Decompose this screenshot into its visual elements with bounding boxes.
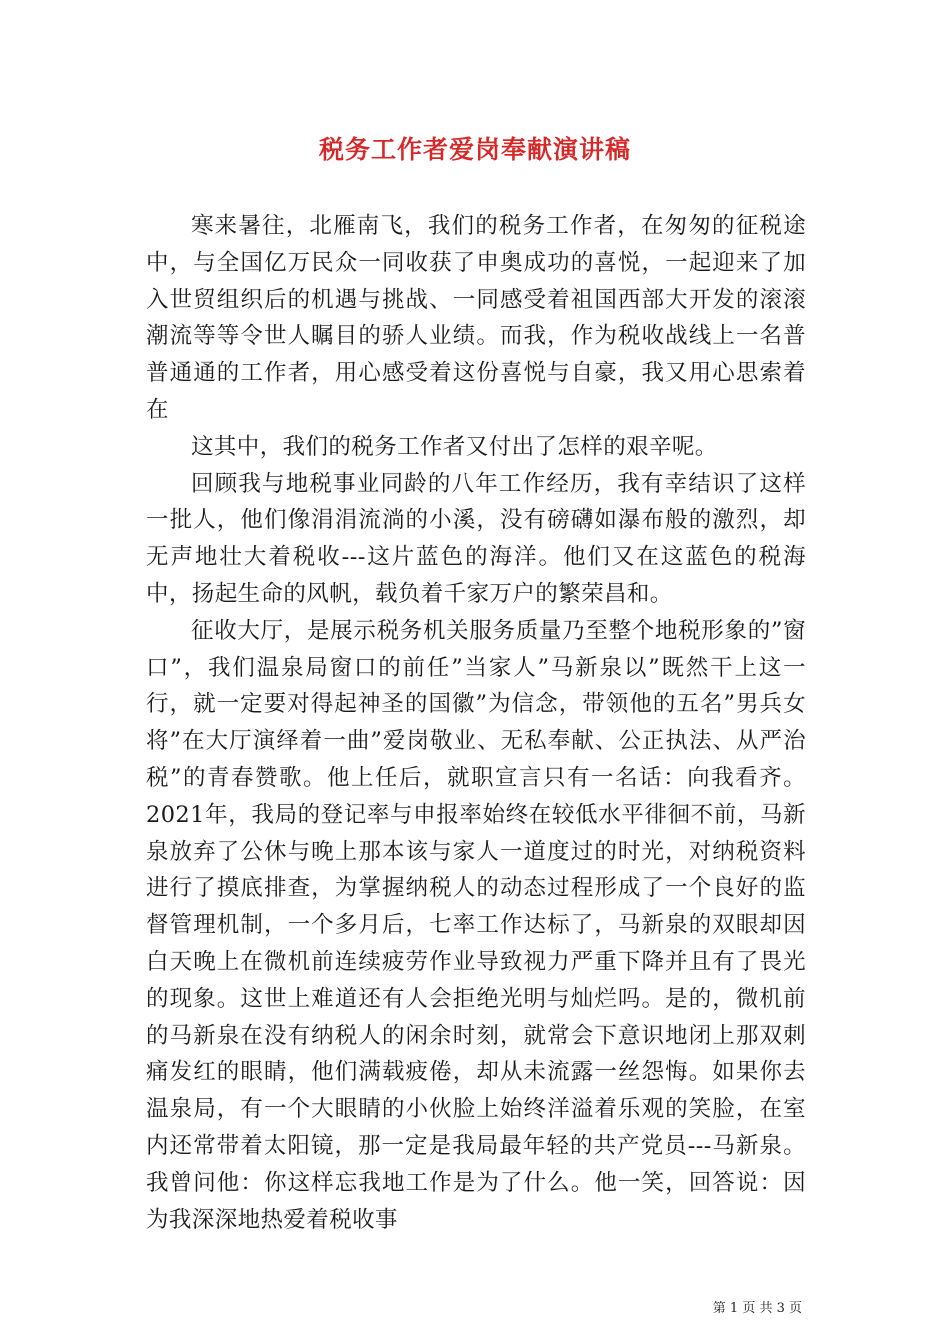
paragraph-4: 征收大厅，是展示税务机关服务质量乃至整个地税形象的”窗口”，我们温泉局窗口的前任”当家人”马新泉以”既然干上这一行，就一定要对得起神圣的国徽”为信念，带领他的五名”男兵女将”在大厅演绎着一曲”爱岗敬业、无私奉献、公正执法、从严治税”的青春赞歌。他上任后，就职宣言只有一名话：向我看齐。2021年，我局的登记率与申报率始终在较低水平徘徊不前，马新泉放弃了公休与晚上那本该与家人一道度过的时光，对纳税资料进行了摸底排查，为掌握纳税人的动态过程形成了一个良好的监督管理机制，一个多月后，七率工作达标了，马新泉的双眼却因白天晚上在微机前连续疲劳作业导致视力严重下降并且有了畏光的现象。这世上难道还有人会拒绝光明与灿烂吗。是的，微机前的马新泉在没有纳税人的闲余时刻，就常会下意识地闭上那双刺痛发红的眼睛，他们满载疲倦，却从未流露一丝怨悔。如果你去温泉局，有一个大眼睛的小伙脸上始终洋溢着乐观的笑脸，在室内还常带着太阳镜，那一定是我局最年轻的共产党员---马新泉。我曾问他：你这样忘我地工作是为了什么。他一笑，回答说：因为我深深地热爱着税收事	[146, 617, 806, 1233]
document-title: 税务工作者爱岗奉献演讲稿	[318, 135, 631, 164]
page-number-footer: 第 1 页 共 3 页	[712, 1301, 802, 1316]
paragraph-3: 回顾我与地税事业同龄的八年工作经历，我有幸结识了这样一批人，他们像涓涓流淌的小溪，没有磅礴如瀑布般的激烈，却无声地壮大着税收---这片蓝色的海洋。他们又在这蓝色的税海中，扬起生命的风帆，载负着千家万户的繁荣昌和。	[146, 470, 806, 607]
paragraph-2: 这其中，我们的税务工作者又付出了怎样的艰辛呢。	[191, 433, 718, 460]
document-body	[146, 208, 806, 1238]
paragraph-1: 寒来暑往，北雁南飞，我们的税务工作者，在匆匆的征税途中，与全国亿万民众一同收获了申奥成功的喜悦，一起迎来了加入世贸组织后的机遇与挑战、一同感受着祖国西部大开发的滚滚潮流等等令世人瞩目的骄人业绩。而我，作为税收战线上一名普普通通的工作者，用心感受着这份喜悦与自豪，我又用心思索着在	[146, 213, 806, 423]
